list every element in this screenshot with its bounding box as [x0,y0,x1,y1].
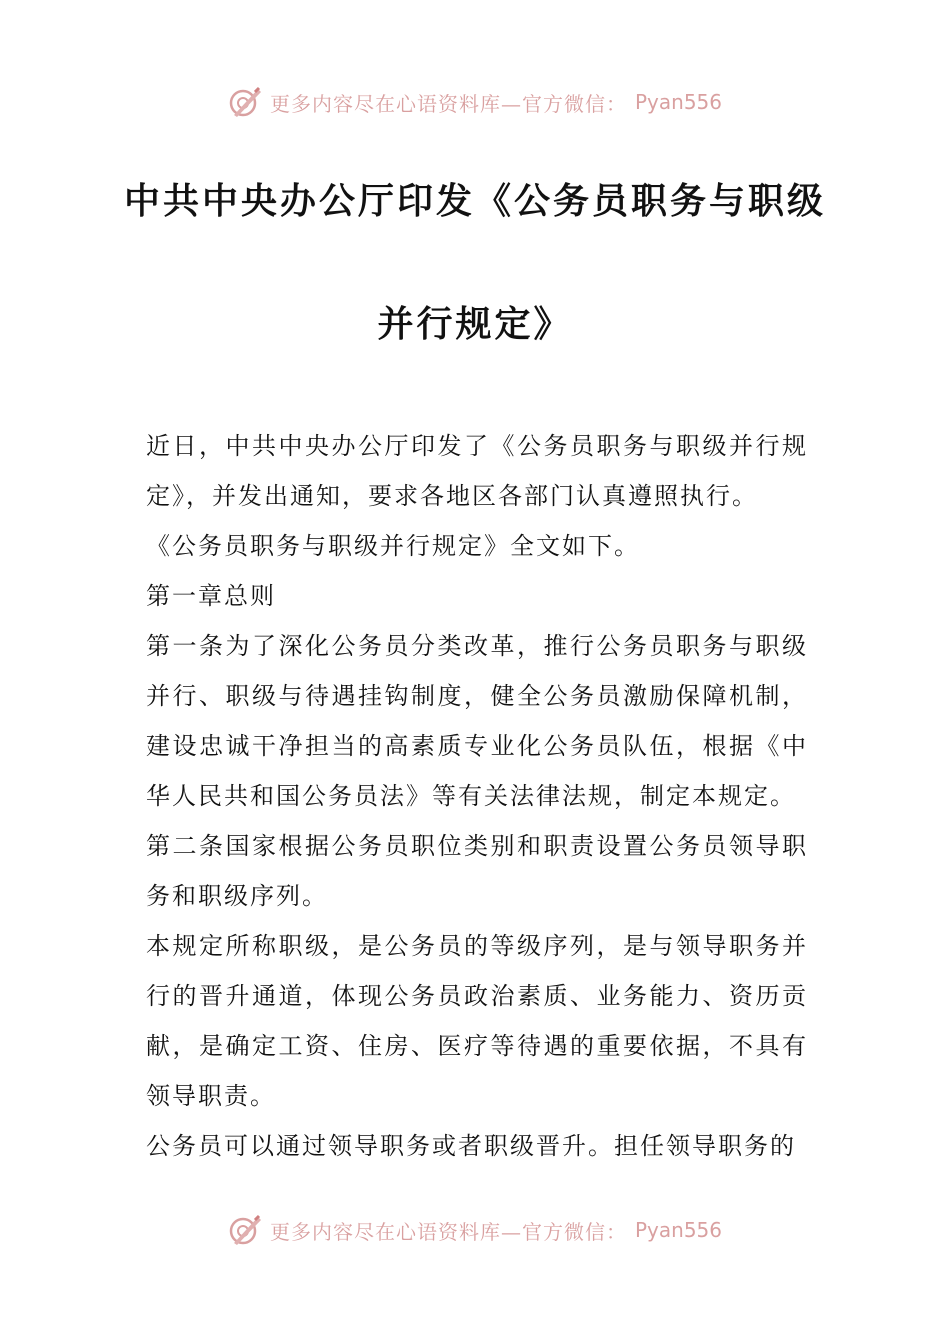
watermark-footer [0,1210,950,1250]
chapter-heading: 第一章总则 [146,582,276,610]
paragraph: 第二条国家根据公务员职位类别和职责设置公务员领导职务和职级序列。 [146,832,808,910]
paragraph: 《公务员职务与职级并行规定》全文如下。 [146,532,640,560]
paragraph: 近日，中共中央办公厅印发了《公务员职务与职级并行规定》，并发出通知，要求各地区各部门认真遵照执行。 [146,432,808,510]
document-title-line1: 中共中央办公厅印发《公务员职务与职级 [123,181,826,222]
paragraph: 本规定所称职级，是公务员的等级序列，是与领导职务并行的晋升通道，体现公务员政治素质、业务能力、资历贡献，是确定工资、住房、医疗等待遇的重要依据，不具有领导职责。 [146,932,808,1110]
document-body [146,421,808,1171]
watermark-handle: Pyan556 [634,1218,722,1242]
watermark-text: 更多内容尽在心语资料库—官方微信： [269,91,627,116]
paragraph: 公务员可以通过领导职务或者职级晋升。担任领导职务的 [146,1132,796,1160]
watermark-header [0,82,950,122]
paragraph: 第一条为了深化公务员分类改革，推行公务员职务与职级并行、职级与待遇挂钩制度，健全公务员激励保障机制，建设忠诚干净担当的高素质专业化公务员队伍，根据《中华人民共和国公务员法》等有关法律法规，制定本规定。 [146,632,808,810]
watermark-handle: Pyan556 [634,90,722,114]
pen-logo-icon [228,85,262,119]
document-title-line2: 并行规定》 [377,304,573,345]
watermark-text: 更多内容尽在心语资料库—官方微信： [269,1219,627,1244]
pen-logo-icon [228,1213,262,1247]
